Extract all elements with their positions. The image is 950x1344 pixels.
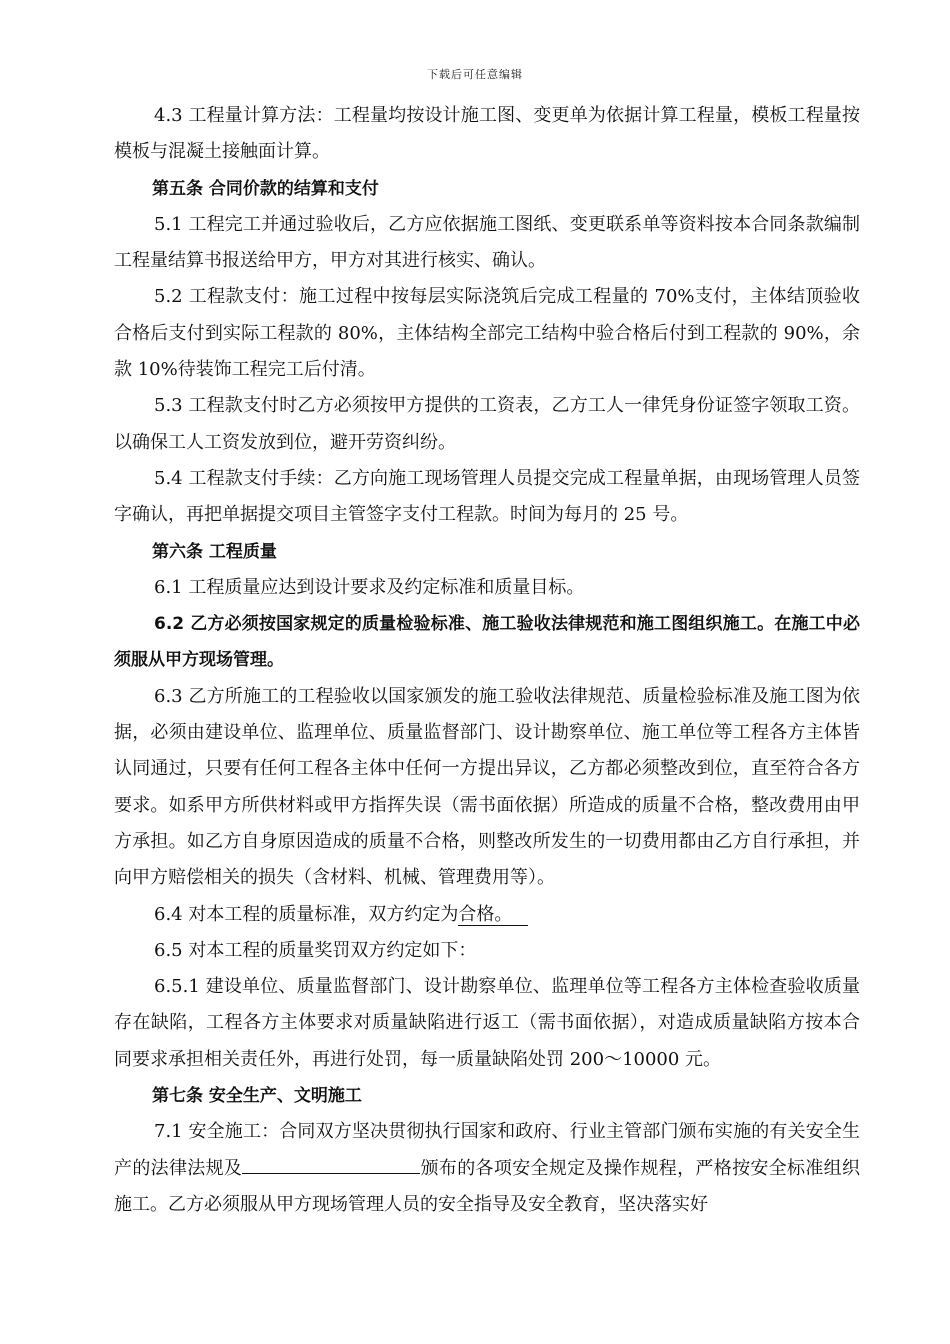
clause-7-1-text-b: 颁布的各项安全规定及操作规程，严格按安全标准组织施工。乙方必须服从甲方现场管理人员的安全指导及安全教育，坚决落实好	[114, 1157, 861, 1215]
document-body	[114, 98, 860, 1223]
clause-5-1: 5.1 工程完工并通过验收后，乙方应依据施工图纸、变更联系单等资料按本合同条款编制工程量结算书报送给甲方，甲方对其进行核实、确认。	[114, 213, 860, 272]
article-7-heading: 第七条 安全生产、文明施工	[152, 1086, 362, 1107]
clause-5-2: 5.2 工程款支付：施工过程中按每层实际浇筑后完成工程量的 70%支付，主体结顶验收合格后支付到实际工程款的 80%，主体结构全部完工结构中验合格后付到工程款的 90%，余款 10%待装饰工程完工后付清。	[114, 286, 860, 381]
article-5-heading: 第五条 合同价款的结算和支付	[152, 178, 379, 199]
clause-6-2: 6.2 乙方必须按国家规定的质量检验标准、施工验收法律规范和施工图组织施工。在施工中必须服从甲方现场管理。	[114, 614, 860, 671]
clause-6-1: 6.1 工程质量应达到设计要求及约定标准和质量目标。	[154, 576, 585, 598]
clause-6-4	[114, 897, 860, 933]
clause-7-1	[114, 1114, 860, 1223]
clause-7-1-text-a: 7.1 安全施工：合同双方坚决贯彻执行国家和政府、行业主管部门颁布实施的有关安全生产的法律法规及	[114, 1121, 860, 1179]
clause-6-3: 6.3 乙方所施工的工程验收以国家颁发的施工验收法律规范、质量检验标准及施工图为依据，必须由建设单位、监理单位、质量监督部门、设计勘察单位、施工单位等工程各方主体皆认同通过，只要有任何工程各主体中任何一方提出异议，乙方都必须整改到位，直至符合各方要求。如系甲方所供材料或甲方指挥失误（需书面依据）所造成的质量不合格，整改费用由甲方承担。如乙方自身原因造成的质量不合格，则整改所发生的一切费用都由乙方自行承担，并向甲方赔偿相关的损失（含材料、机械、管理费用等）。	[114, 685, 860, 889]
clause-6-4-text: 6.4 对本工程的质量标准，双方约定为	[154, 903, 459, 925]
clause-6-5: 6.5 对本工程的质量奖罚双方约定如下：	[154, 939, 477, 961]
article-6-heading: 第六条 工程质量	[152, 541, 277, 562]
clause-4-3: 4.3 工程量计算方法：工程量均按设计施工图、变更单为依据计算工程量，模板工程量按模板与混凝土接触面计算。	[114, 105, 860, 163]
quality-standard-field: 合格。	[458, 905, 528, 926]
page-header: 下载后可任意编辑	[427, 68, 523, 81]
clause-5-4: 5.4 工程款支付手续：乙方向施工现场管理人员提交完成工程量单据，由现场管理人员签字确认，再把单据提交项目主管签字支付工程款。时间为每月的 25 号。	[114, 467, 860, 526]
clause-5-3: 5.3 工程款支付时乙方必须按甲方提供的工资表，乙方工人一律凭身份证签字领取工资。以确保工人工资发放到位，避开劳资纠纷。	[114, 395, 860, 453]
fill-in-blank	[242, 1173, 420, 1174]
clause-6-5-1: 6.5.1 建设单位、质量监督部门、设计勘察单位、监理单位等工程各方主体检查验收质量存在缺陷，工程各方主体要求对质量缺陷进行返工（需书面依据），对造成质量缺陷方按本合同要求承担相关责任外，再进行处罚，每一质量缺陷处罚 200～10000 元。	[114, 976, 860, 1070]
